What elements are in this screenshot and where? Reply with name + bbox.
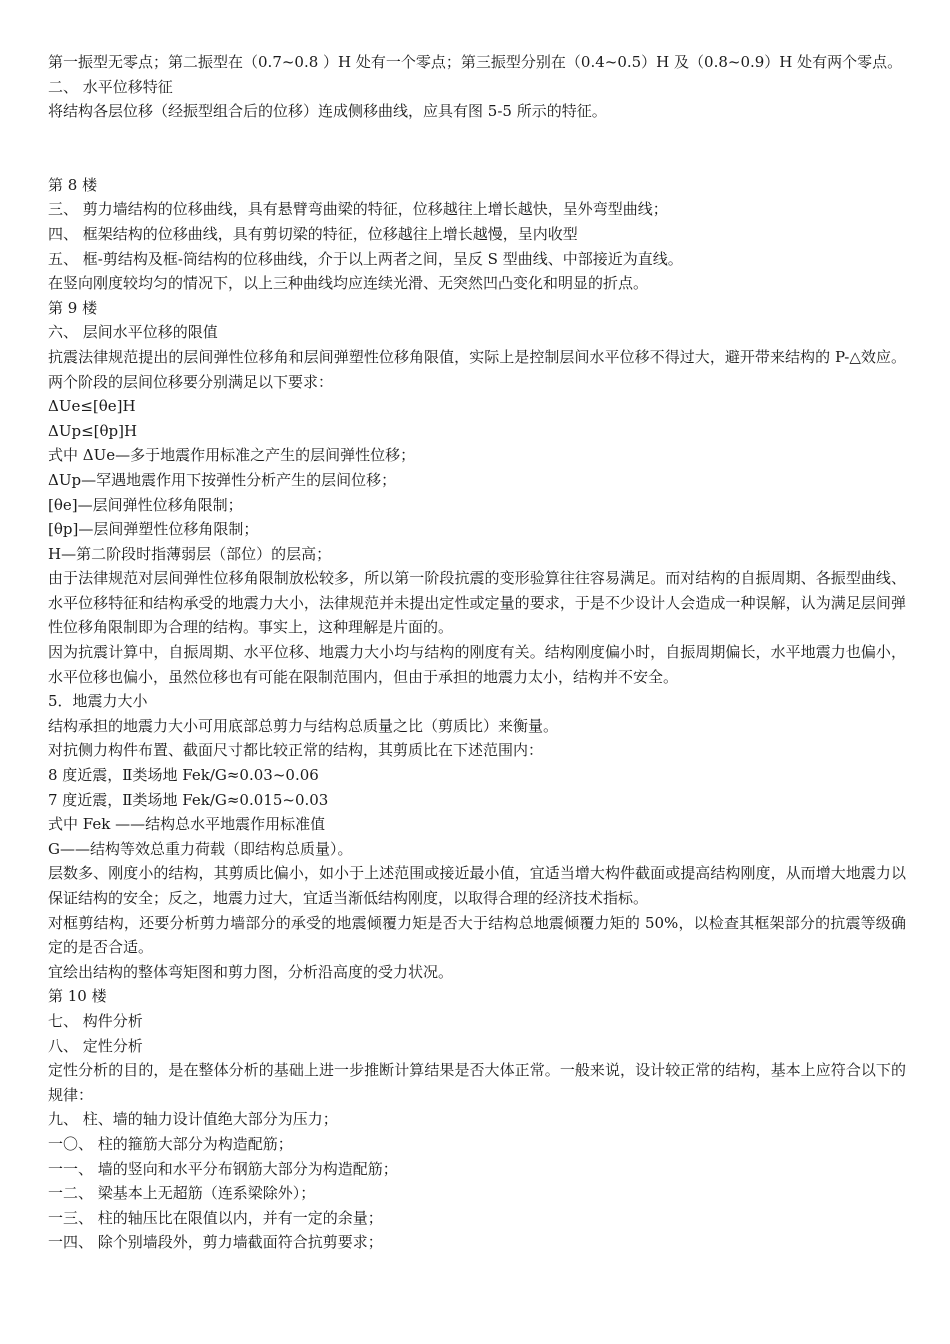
paragraph-ratio-range: 对抗侧力构件布置、截面尺寸都比较正常的结构，其剪质比在下述范围内： [48, 741, 544, 760]
paragraph-stiffness-adjust: 层数多、刚度小的结构，其剪质比偏小，如小于上述范围或接近最小值，宜适当增大构件截面或提高结构刚度，从而增大地震力以保证结构的安全；反之，地震力过大，宜适当渐低结构刚度，以取得合理的经济技术指标。 [48, 864, 906, 907]
item-column-stirrups: 一〇、 柱的箍筋大部分为构造配筋； [48, 1134, 293, 1153]
paragraph-drift-limits: 抗震法律规范提出的层间弹性位移角和层间弹塑性位移角限值，实际上是控制层间水平位移不得过大，避开带来结构的 P-△效应。两个阶段的层间位移要分别满足以下要求： [48, 347, 906, 391]
definition-g: G——结构等效总重力荷载（即结构总质量）。 [48, 839, 353, 858]
item-axial-compression-ratio: 一三、 柱的轴压比在限值以内，并有一定的余量； [48, 1208, 383, 1227]
heading-seismic-force: 5．地震力大小 [48, 692, 148, 711]
item-frame-curve: 四、 框架结构的位移曲线，具有剪切梁的特征，位移越往上增长越慢，呈内收型 [48, 224, 578, 243]
item-wall-reinforcement: 一一、 墙的竖向和水平分布钢筋大部分为构造配筋； [48, 1159, 398, 1178]
heading-member-analysis: 七、 构件分析 [48, 1011, 143, 1030]
paragraph-displacement-curve: 将结构各层位移（经振型组合后的位移）连成侧移曲线，应具有图 5-5 所示的特征。 [48, 102, 607, 121]
paragraph-code-relaxation: 由于法律规范对层间弹性位移角限制放松较多，所以第一阶段抗震的变形验算往往容易满足。而对结构的自振周期、各振型曲线、水平位移特征和结构承受的地震力大小，法律规范并未提出定性或定量的要求，于是不少设计人会造成一种误解，认为满足层间弹性位移角限制即为合理的结构。事实上，这种理解是片面的。 [48, 569, 906, 637]
formula-plastic-drift: ΔUp≤[θp]H [48, 421, 138, 440]
paragraph-moment-diagram: 宜绘出结构的整体弯矩图和剪力图，分析沿高度的受力状况。 [48, 962, 454, 981]
item-axial-force: 九、 柱、墙的轴力设计值绝大部分为压力； [48, 1110, 338, 1129]
definition-theta-p: [θp]—层间弹塑性位移角限制； [48, 520, 259, 539]
item-beam-reinforcement: 一二、 梁基本上无超筋（连系梁除外）； [48, 1184, 316, 1203]
item-frame-shear-curve: 五、 框-剪结构及框-筒结构的位移曲线，介于以上两者之间，呈反 S 型曲线、中部接近为直线。 [48, 249, 683, 268]
floor-label-9: 第 9 楼 [48, 298, 98, 317]
definition-h: H—第二阶段时指薄弱层（部位）的层高； [48, 544, 332, 563]
floor-label-10: 第 10 楼 [48, 987, 107, 1006]
item-shear-wall-curve: 三、 剪力墙结构的位移曲线，具有悬臂弯曲梁的特征，位移越往上增长越快，呈外弯型曲线； [48, 200, 668, 219]
paragraph-qualitative-purpose: 定性分析的目的，是在整体分析的基础上进一步推断计算结果是否大体正常。一般来说，设计较正常的结构，基本上应符合以下的规律： [48, 1061, 906, 1104]
paragraph-curve-smoothness: 在竖向刚度较均匀的情况下，以上三种曲线均应连续光滑、无突然凹凸变化和明显的折点。 [48, 274, 649, 293]
heading-qualitative-analysis: 八、 定性分析 [48, 1036, 143, 1055]
ratio-degree-8: 8 度近震，Ⅱ类场地 Fek/G≈0.03~0.06 [48, 766, 319, 785]
blank-gap [48, 124, 906, 173]
heading-interstory-limit: 六、 层间水平位移的限值 [48, 323, 218, 342]
definition-due: 式中 ΔUe—多于地震作用标准之产生的层间弹性位移； [48, 446, 416, 465]
paragraph-frame-shear-check: 对框剪结构，还要分析剪力墙部分的承受的地震倾覆力矩是否大于结构总地震倾覆力矩的 50%，以检查其框架部分的抗震等级确定的是否合适。 [48, 913, 906, 957]
ratio-degree-7: 7 度近震，Ⅱ类场地 Fek/G≈0.015~0.03 [48, 790, 329, 809]
formula-elastic-drift: ΔUe≤[θe]H [48, 397, 136, 416]
paragraph-stiffness-relation: 因为抗震计算中，自振周期、水平位移、地震力大小均与结构的刚度有关。结构刚度偏小时，自振周期偏长，水平地震力也偏小，水平位移也偏小，虽然位移也有可能在限制范围内，但由于承担的地震力太小，结构并不安全。 [48, 643, 906, 686]
paragraph-shear-mass-ratio: 结构承担的地震力大小可用底部总剪力与结构总质量之比（剪质比）来衡量。 [48, 716, 559, 735]
item-shear-wall-section: 一四、 除个别墙段外，剪力墙截面符合抗剪要求； [48, 1233, 383, 1252]
heading-horizontal-displacement: 二、 水平位移特征 [48, 77, 173, 96]
paragraph-mode-shape-zero-points: 第一振型无零点；第二振型在（0.7~0.8 ）H 处有一个零点；第三振型分别在（0.4~0.5）H 及（0.8~0.9）H 处有两个零点。 [48, 53, 903, 71]
definition-fek: 式中 Fek ——结构总水平地震作用标准值 [48, 815, 326, 834]
definition-dup: ΔUp—罕遇地震作用下按弹性分析产生的层间位移； [48, 470, 397, 489]
definition-theta-e: [θe]—层间弹性位移角限制； [48, 495, 243, 514]
floor-label-8: 第 8 楼 [48, 175, 98, 194]
